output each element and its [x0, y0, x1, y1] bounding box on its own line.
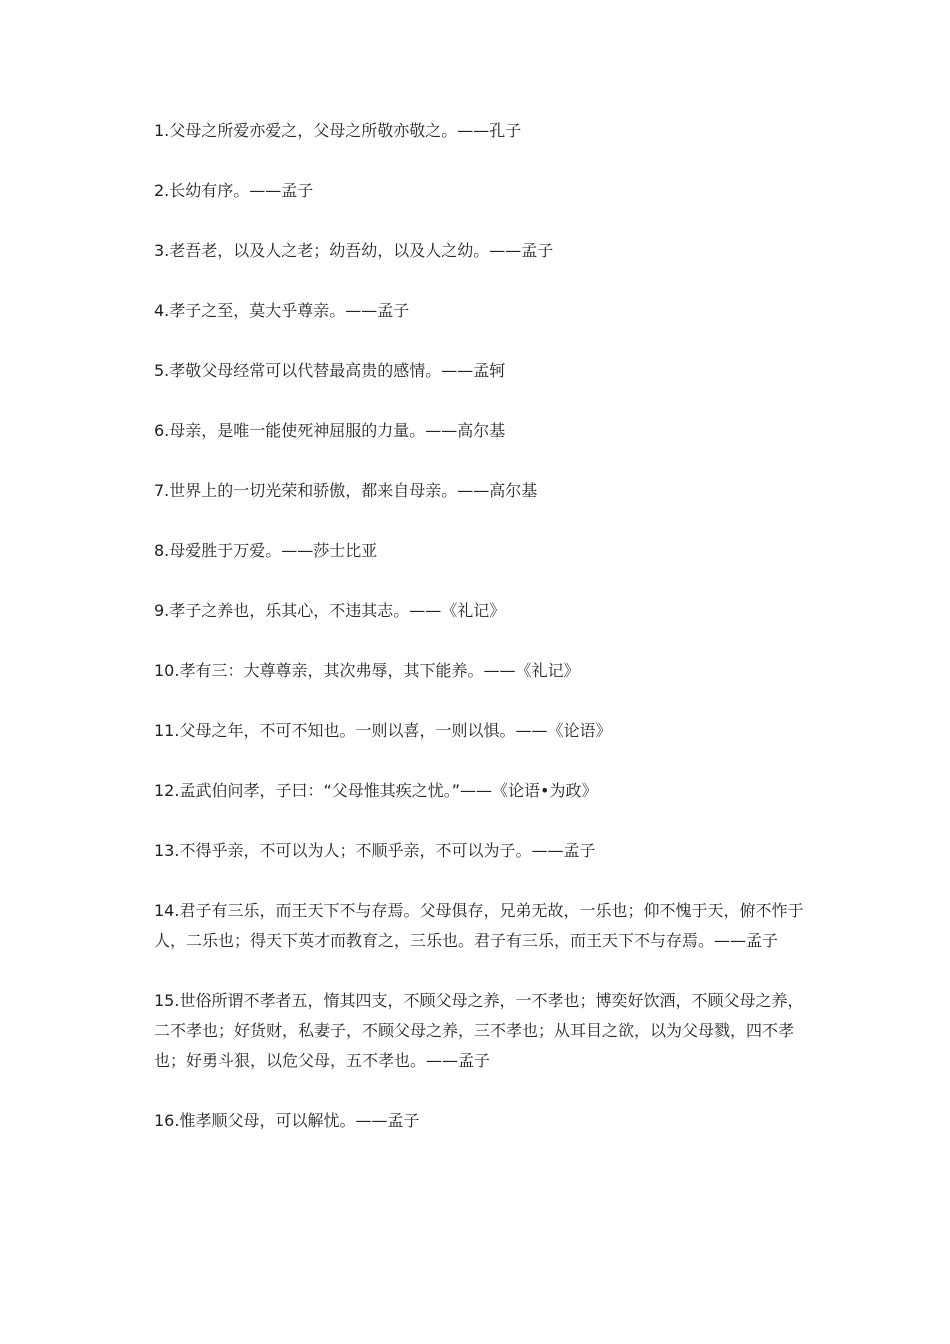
quote-list [154, 116, 804, 1166]
quote-item: 15.世俗所谓不孝者五，惰其四支，不顾父母之养，一不孝也；博奕好饮酒，不顾父母之养，二不孝也；好货财，私妻子，不顾父母之养，三不孝也；从耳目之欲，以为父母戮，四不孝也；好勇斗狠，以危父母，五不孝也。——孟子 [154, 991, 804, 1070]
quote-item: 1.父母之所爱亦爱之，父母之所敬亦敬之。——孔子 [154, 121, 522, 140]
quote-item: 3.老吾老，以及人之老；幼吾幼，以及人之幼。——孟子 [154, 241, 554, 260]
quote-item: 11.父母之年，不可不知也。一则以喜，一则以惧。——《论语》 [154, 721, 612, 740]
quote-item: 12.孟武伯问孝，子曰：“父母惟其疾之忧。”——《论语•为政》 [154, 781, 598, 800]
quote-item: 2.长幼有序。——孟子 [154, 181, 314, 200]
quote-item: 16.惟孝顺父母，可以解忧。——孟子 [154, 1111, 420, 1130]
quote-item: 8.母爱胜于万爱。——莎士比亚 [154, 541, 378, 560]
quote-item: 7.世界上的一切光荣和骄傲，都来自母亲。——高尔基 [154, 481, 538, 500]
quote-item: 5.孝敬父母经常可以代替最高贵的感情。——孟轲 [154, 361, 506, 380]
quote-item: 4.孝子之至，莫大乎尊亲。——孟子 [154, 301, 410, 320]
quote-item: 14.君子有三乐，而王天下不与存焉。父母俱存，兄弟无故，一乐也；仰不愧于天，俯不怍于人，二乐也；得天下英才而教育之，三乐也。君子有三乐，而王天下不与存焉。——孟子 [154, 901, 804, 950]
quote-item: 10.孝有三：大尊尊亲，其次弗辱，其下能养。——《礼记》 [154, 661, 580, 680]
quote-item: 6.母亲，是唯一能使死神屈服的力量。——高尔基 [154, 421, 506, 440]
quote-item: 13.不得乎亲，不可以为人；不顺乎亲，不可以为子。——孟子 [154, 841, 596, 860]
quote-item: 9.孝子之养也，乐其心，不违其志。——《礼记》 [154, 601, 506, 620]
